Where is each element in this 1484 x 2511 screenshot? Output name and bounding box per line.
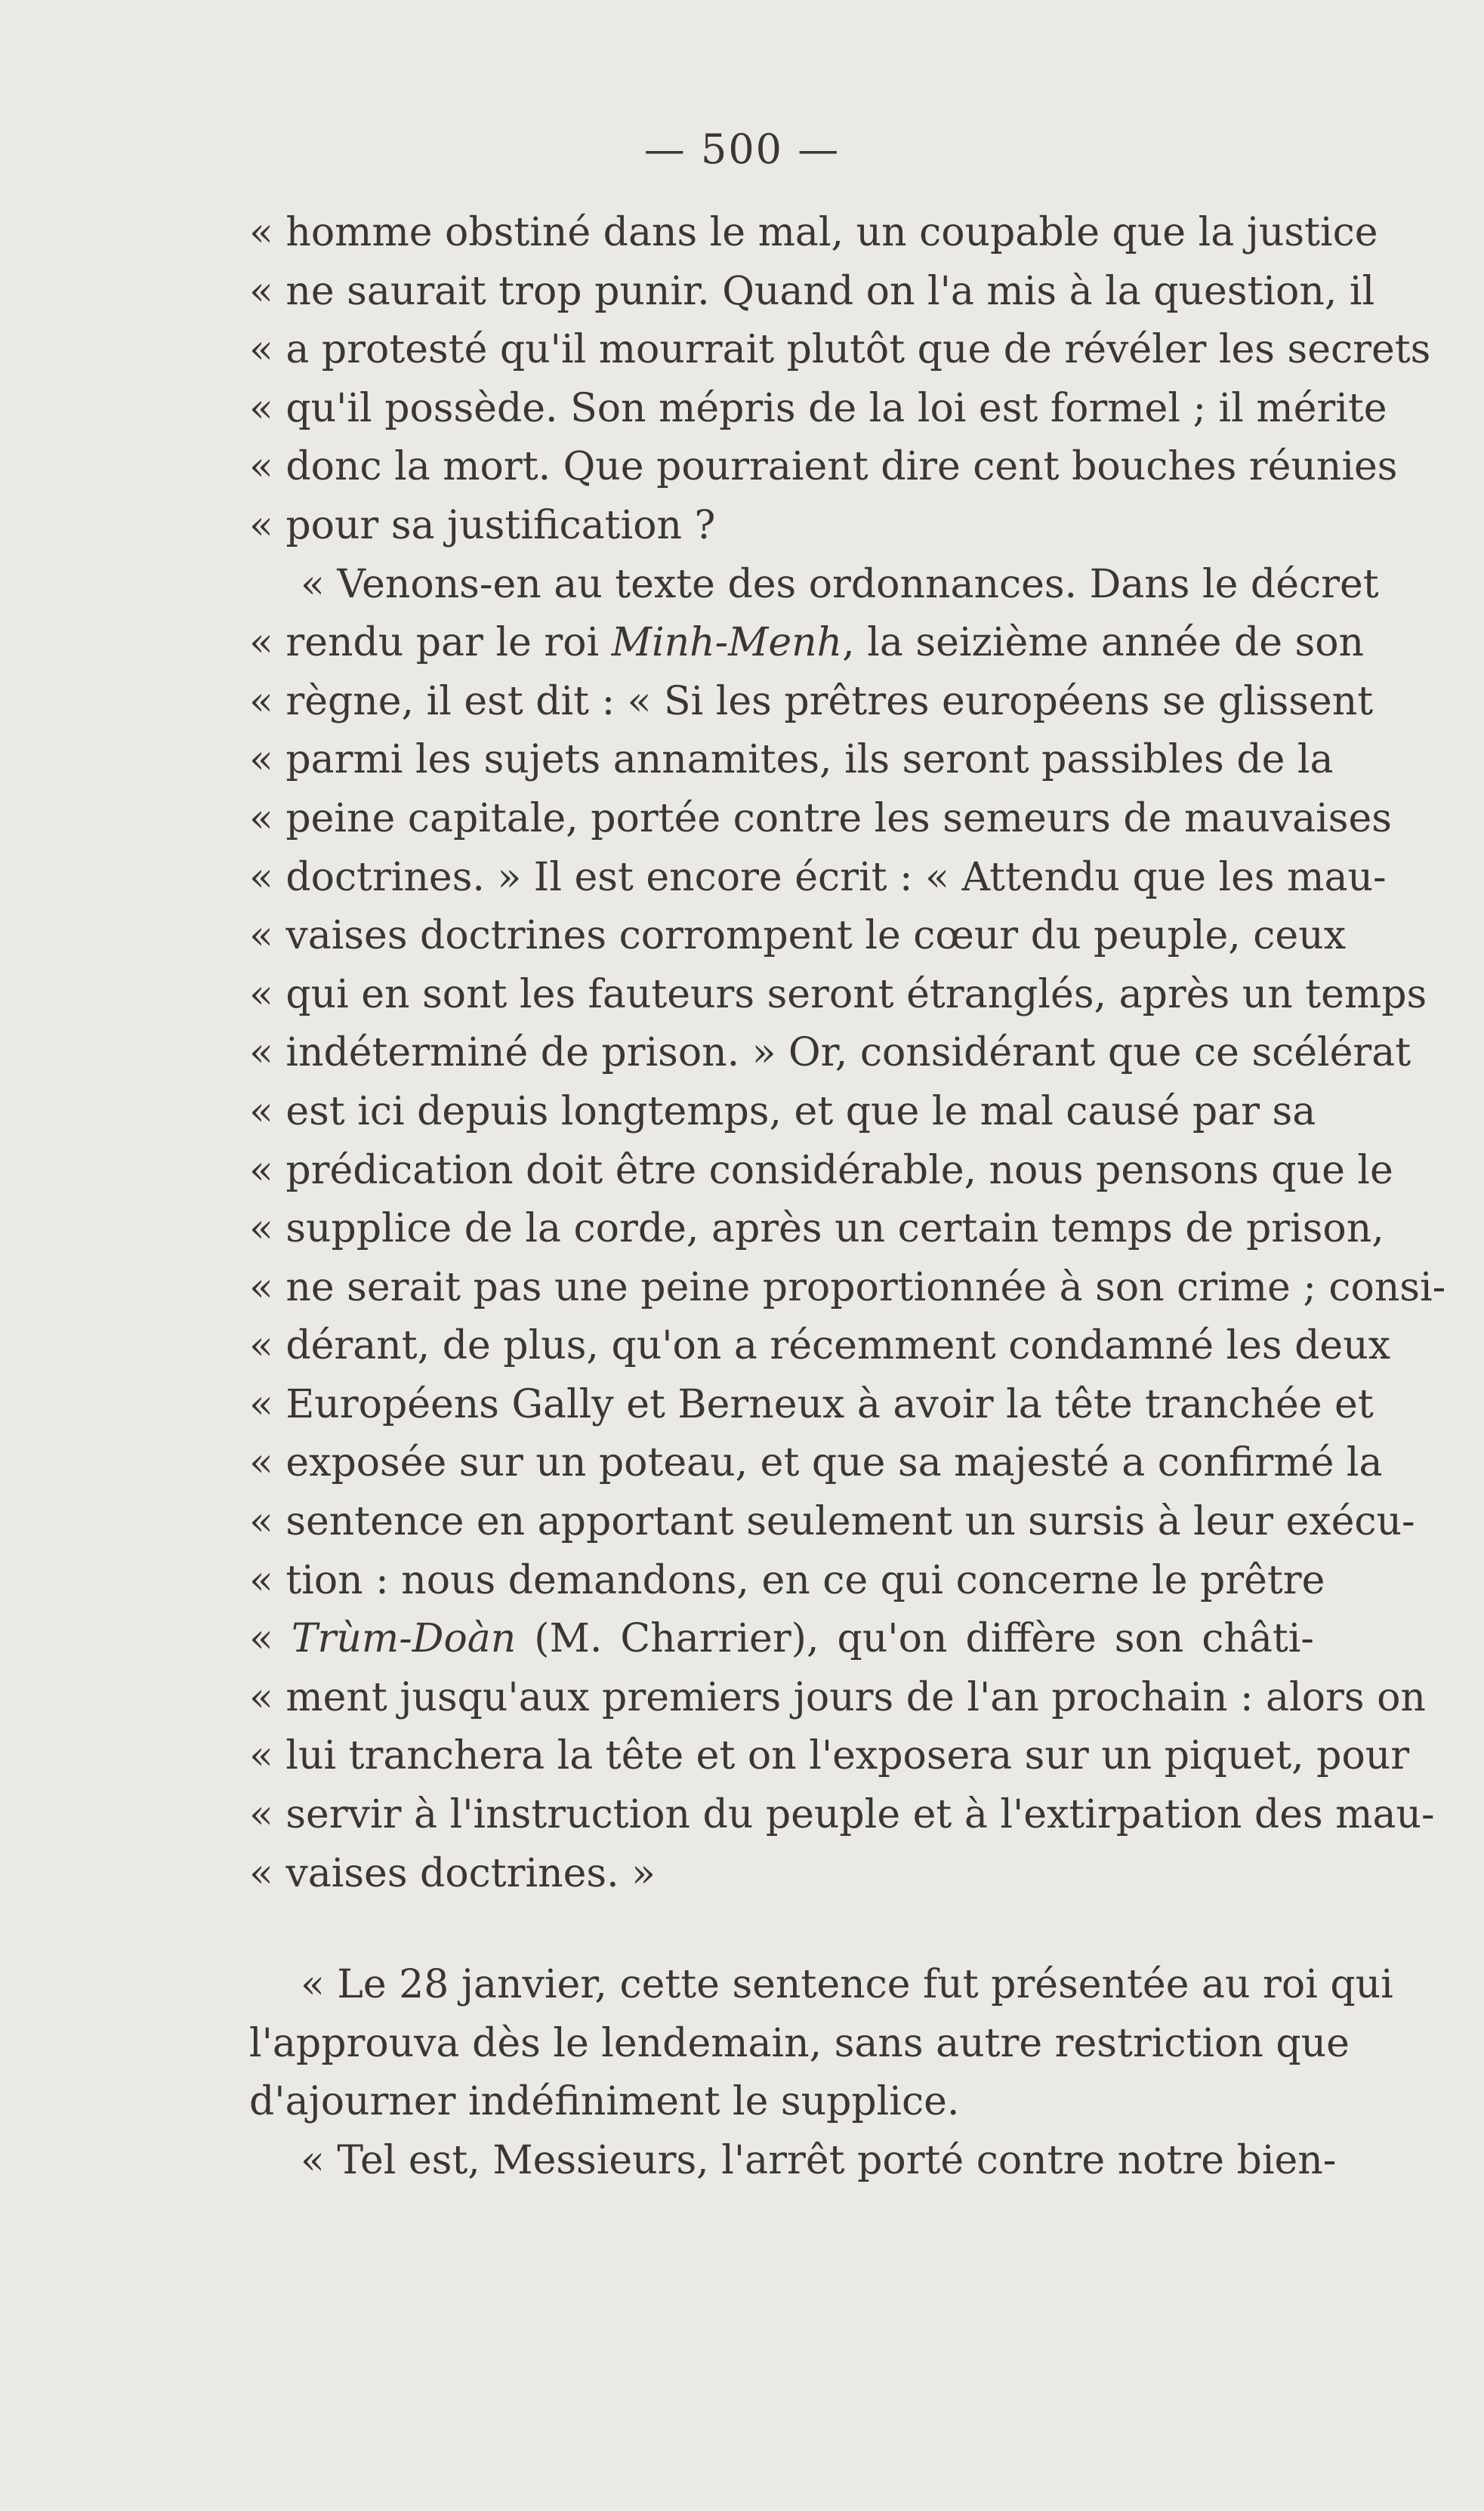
- text-line: d'ajourner indéfiniment le supplice.: [249, 2079, 960, 2125]
- text-line: « servir à l'instruction du peuple et à l'extirpation des mau-: [249, 1792, 1435, 1838]
- text-line: « tion : nous demandons, en ce qui concerne le prêtre: [249, 1557, 1325, 1603]
- text-line: « a protesté qu'il mourrait plutôt que de révéler les secrets: [249, 327, 1431, 373]
- text-line: « règne, il est dit : « Si les prêtres européens se glissent: [249, 678, 1374, 724]
- text-line: « qu'il possède. Son mépris de la loi est formel ; il mérite: [249, 385, 1387, 431]
- text-line: « supplice de la corde, après un certain temps de prison,: [249, 1206, 1384, 1252]
- text-line: « exposée sur un poteau, et que sa majesté a confirmé la: [249, 1440, 1383, 1486]
- text-line: « prédication doit être considérable, nous pensons que le: [249, 1147, 1393, 1193]
- text-line: « vaises doctrines corrompent le cœur du peuple, ceux: [249, 913, 1347, 959]
- text-line: « Tel est, Messieurs, l'arrêt porté contre notre bien-: [301, 2137, 1337, 2183]
- italic-name: Trùm-Doàn: [291, 1616, 517, 1662]
- text-line: l'approuva dès le lendemain, sans autre restriction que: [249, 2020, 1350, 2066]
- text-line: « est ici depuis longtemps, et que le mal causé par sa: [249, 1088, 1316, 1134]
- text-line: « Trùm-Doàn (M. Charrier), qu'on diffère son châti-: [249, 1616, 1314, 1662]
- text-line: « lui tranchera la tête et on l'exposera sur un piquet, pour: [249, 1733, 1410, 1779]
- text-line: « parmi les sujets annamites, ils seront passibles de la: [249, 737, 1334, 783]
- quoted-decree-text: [249, 204, 1446, 1903]
- italic-name: Minh-Menh: [611, 620, 843, 666]
- text-line: « pour sa justification ?: [249, 502, 716, 548]
- text-line: « rendu par le roi Minh-Menh, la seizième année de son: [249, 620, 1365, 666]
- text-line: « dérant, de plus, qu'on a récemment condamné les deux: [249, 1323, 1391, 1369]
- text-line: « ment jusqu'aux premiers jours de l'an prochain : alors on: [249, 1674, 1426, 1720]
- text-line: « ne serait pas une peine proportionnée à son crime ; consi-: [249, 1264, 1446, 1310]
- text-line: « peine capitale, portée contre les semeurs de mauvaises: [249, 795, 1392, 841]
- text-line: « donc la mort. Que pourraient dire cent bouches réunies: [249, 444, 1398, 490]
- narrative-paragraph: [249, 1956, 1393, 2190]
- text-line: « indéterminé de prison. » Or, considérant que ce scélérat: [249, 1030, 1411, 1076]
- text-line: « ne saurait trop punir. Quand on l'a mis à la question, il: [249, 268, 1375, 314]
- text-line: « homme obstiné dans le mal, un coupable que la justice: [249, 210, 1378, 255]
- text-line: « Venons-en au texte des ordonnances. Dans le décret: [301, 561, 1379, 607]
- text-line: « Européens Gally et Berneux à avoir la tête tranchée et: [249, 1381, 1374, 1427]
- text-line: « doctrines. » Il est encore écrit : « Attendu que les mau-: [249, 854, 1387, 900]
- page-number: — 500 —: [643, 125, 841, 173]
- text-line: « Le 28 janvier, cette sentence fut présentée au roi qui: [301, 1962, 1393, 2007]
- text-line: « vaises doctrines. »: [249, 1850, 656, 1896]
- text-line: « sentence en apportant seulement un sursis à leur exécu-: [249, 1499, 1415, 1545]
- text-line: « qui en sont les fauteurs seront étranglés, après un temps: [249, 971, 1427, 1017]
